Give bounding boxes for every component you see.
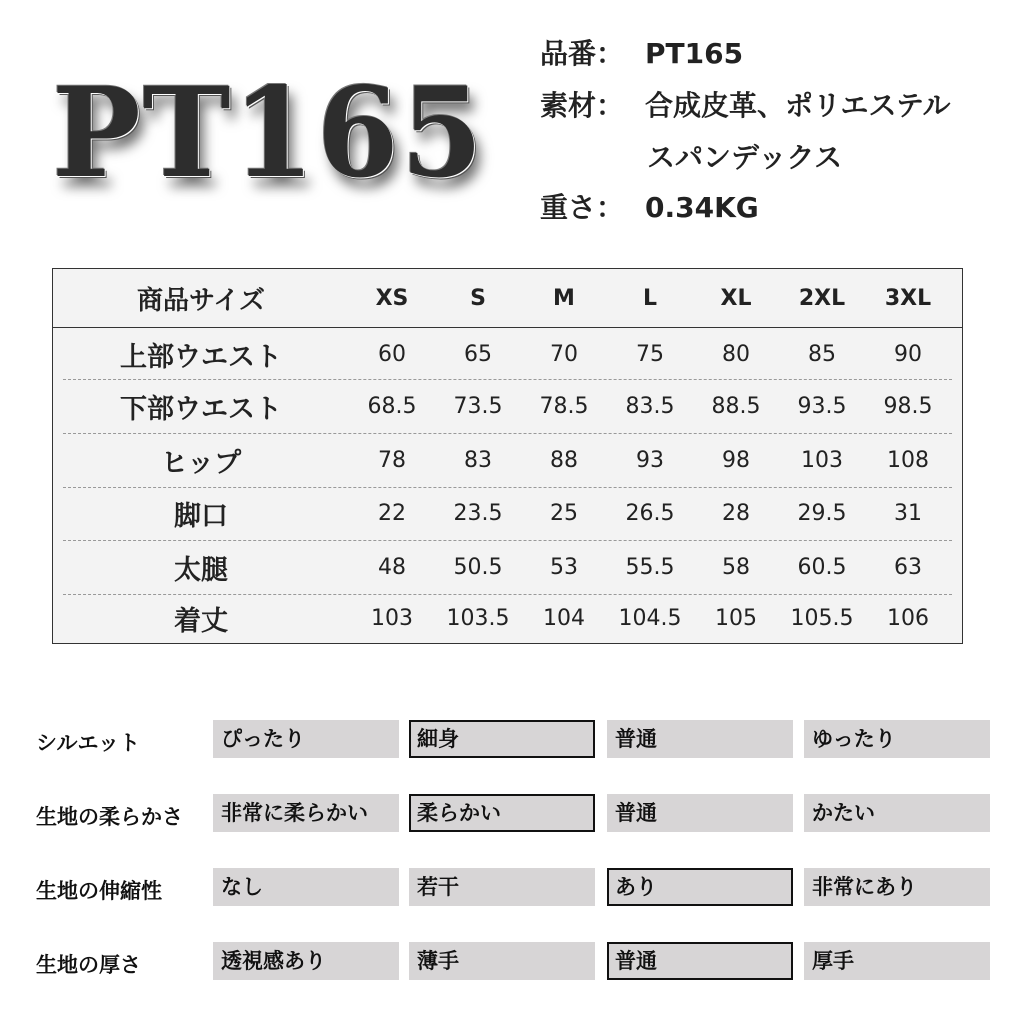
attribute-option: 普通 — [607, 720, 793, 758]
spec-part-number-key: 品番： — [540, 37, 625, 70]
measurement-value: 73.5 — [453, 393, 503, 419]
attribute-option: ぴったり — [213, 720, 399, 758]
measurement-value: 78.5 — [539, 393, 589, 419]
size-header-cell: XS — [375, 285, 409, 311]
measurement-value: 23.5 — [453, 501, 503, 526]
attribute-option: 非常に柔らかい — [213, 794, 399, 832]
measurement-value: 83.5 — [625, 393, 675, 419]
measurement-value: 63 — [894, 554, 922, 580]
size-header-label: 商品サイズ — [137, 285, 265, 316]
size-header-cell: 3XL — [884, 285, 932, 311]
attribute-option: なし — [213, 868, 399, 906]
size-table-row — [53, 594, 962, 643]
attribute-label: 生地の厚さ — [36, 953, 141, 977]
measurement-label: 太腿 — [174, 554, 228, 586]
attribute-option: 非常にあり — [804, 868, 990, 906]
spec-material-key: 素材： — [540, 89, 625, 122]
measurement-value: 50.5 — [453, 554, 503, 580]
size-header-cell: XL — [720, 285, 752, 311]
measurement-value: 85 — [808, 341, 836, 367]
measurement-value: 68.5 — [367, 393, 417, 419]
measurement-value: 103 — [371, 606, 413, 631]
measurement-value: 80 — [722, 341, 750, 367]
attribute-option-selected: 細身 — [409, 720, 595, 758]
measurement-value: 105 — [715, 606, 757, 631]
attribute-option: 普通 — [607, 794, 793, 832]
spec-part-number — [540, 32, 743, 72]
attribute-option-selected: あり — [607, 868, 793, 906]
size-header-cell: 2XL — [798, 285, 846, 311]
measurement-value: 22 — [378, 501, 406, 526]
measurement-label: 下部ウエスト — [120, 393, 282, 425]
spec-material-value: 合成皮革、ポリエステル — [645, 89, 951, 122]
size-header-cell: M — [553, 285, 575, 311]
measurement-value: 106 — [887, 606, 929, 631]
measurement-value: 104.5 — [618, 606, 682, 631]
measurement-value: 28 — [722, 501, 750, 526]
measurement-value: 108 — [887, 447, 929, 473]
attribute-option: 薄手 — [409, 942, 595, 980]
size-header-cell: S — [470, 285, 486, 311]
measurement-value: 29.5 — [797, 501, 847, 526]
spec-part-number-value: PT165 — [645, 37, 744, 70]
size-table-header — [53, 269, 962, 328]
measurement-value: 70 — [550, 341, 578, 367]
attribute-option: 厚手 — [804, 942, 990, 980]
size-table-row — [53, 327, 962, 381]
attribute-label: シルエット — [36, 731, 141, 755]
measurement-value: 83 — [464, 447, 492, 473]
measurement-value: 48 — [378, 554, 406, 580]
measurement-label: 上部ウエスト — [120, 341, 282, 373]
measurement-value: 104 — [543, 606, 585, 631]
measurement-value: 103.5 — [446, 606, 510, 631]
measurement-value: 60 — [378, 341, 406, 367]
measurement-value: 31 — [894, 501, 922, 526]
measurement-value: 88 — [550, 447, 578, 473]
spec-material-value-cont: スパンデックス — [647, 141, 843, 174]
measurement-label: ヒップ — [160, 447, 242, 479]
product-logo: PT165 — [52, 59, 485, 206]
measurement-value: 60.5 — [797, 554, 847, 580]
measurement-value: 103 — [801, 447, 843, 473]
attribute-option: 透視感あり — [213, 942, 399, 980]
measurement-value: 65 — [464, 341, 492, 367]
measurement-value: 105.5 — [790, 606, 854, 631]
attribute-option: かたい — [804, 794, 990, 832]
measurement-value: 93 — [636, 447, 664, 473]
spec-weight — [540, 186, 759, 226]
attribute-label: 生地の柔らかさ — [36, 805, 183, 829]
size-table — [52, 268, 963, 644]
measurement-value: 75 — [636, 341, 664, 367]
size-header-cell: L — [642, 285, 658, 311]
measurement-label: 脚口 — [174, 501, 228, 532]
size-table-row — [53, 540, 962, 594]
size-table-row — [53, 487, 962, 540]
attribute-option-selected: 普通 — [607, 942, 793, 980]
measurement-value: 88.5 — [711, 393, 761, 419]
measurement-value: 58 — [722, 554, 750, 580]
spec-weight-value: 0.34KG — [645, 191, 759, 224]
attribute-option: ゆったり — [804, 720, 990, 758]
attribute-option-selected: 柔らかい — [409, 794, 595, 832]
measurement-value: 98 — [722, 447, 750, 473]
measurement-label: 着丈 — [174, 606, 228, 637]
attribute-option: 若干 — [409, 868, 595, 906]
size-table-row — [53, 433, 962, 487]
measurement-value: 90 — [894, 341, 922, 367]
spec-material — [540, 84, 950, 124]
measurement-value: 78 — [378, 447, 406, 473]
size-table-row — [53, 379, 962, 433]
measurement-value: 98.5 — [883, 393, 933, 419]
attribute-label: 生地の伸縮性 — [36, 879, 162, 903]
measurement-value: 53 — [550, 554, 578, 580]
measurement-value: 26.5 — [625, 501, 675, 526]
spec-weight-key: 重さ： — [540, 191, 625, 224]
measurement-value: 55.5 — [625, 554, 675, 580]
measurement-value: 25 — [550, 501, 578, 526]
measurement-value: 93.5 — [797, 393, 847, 419]
